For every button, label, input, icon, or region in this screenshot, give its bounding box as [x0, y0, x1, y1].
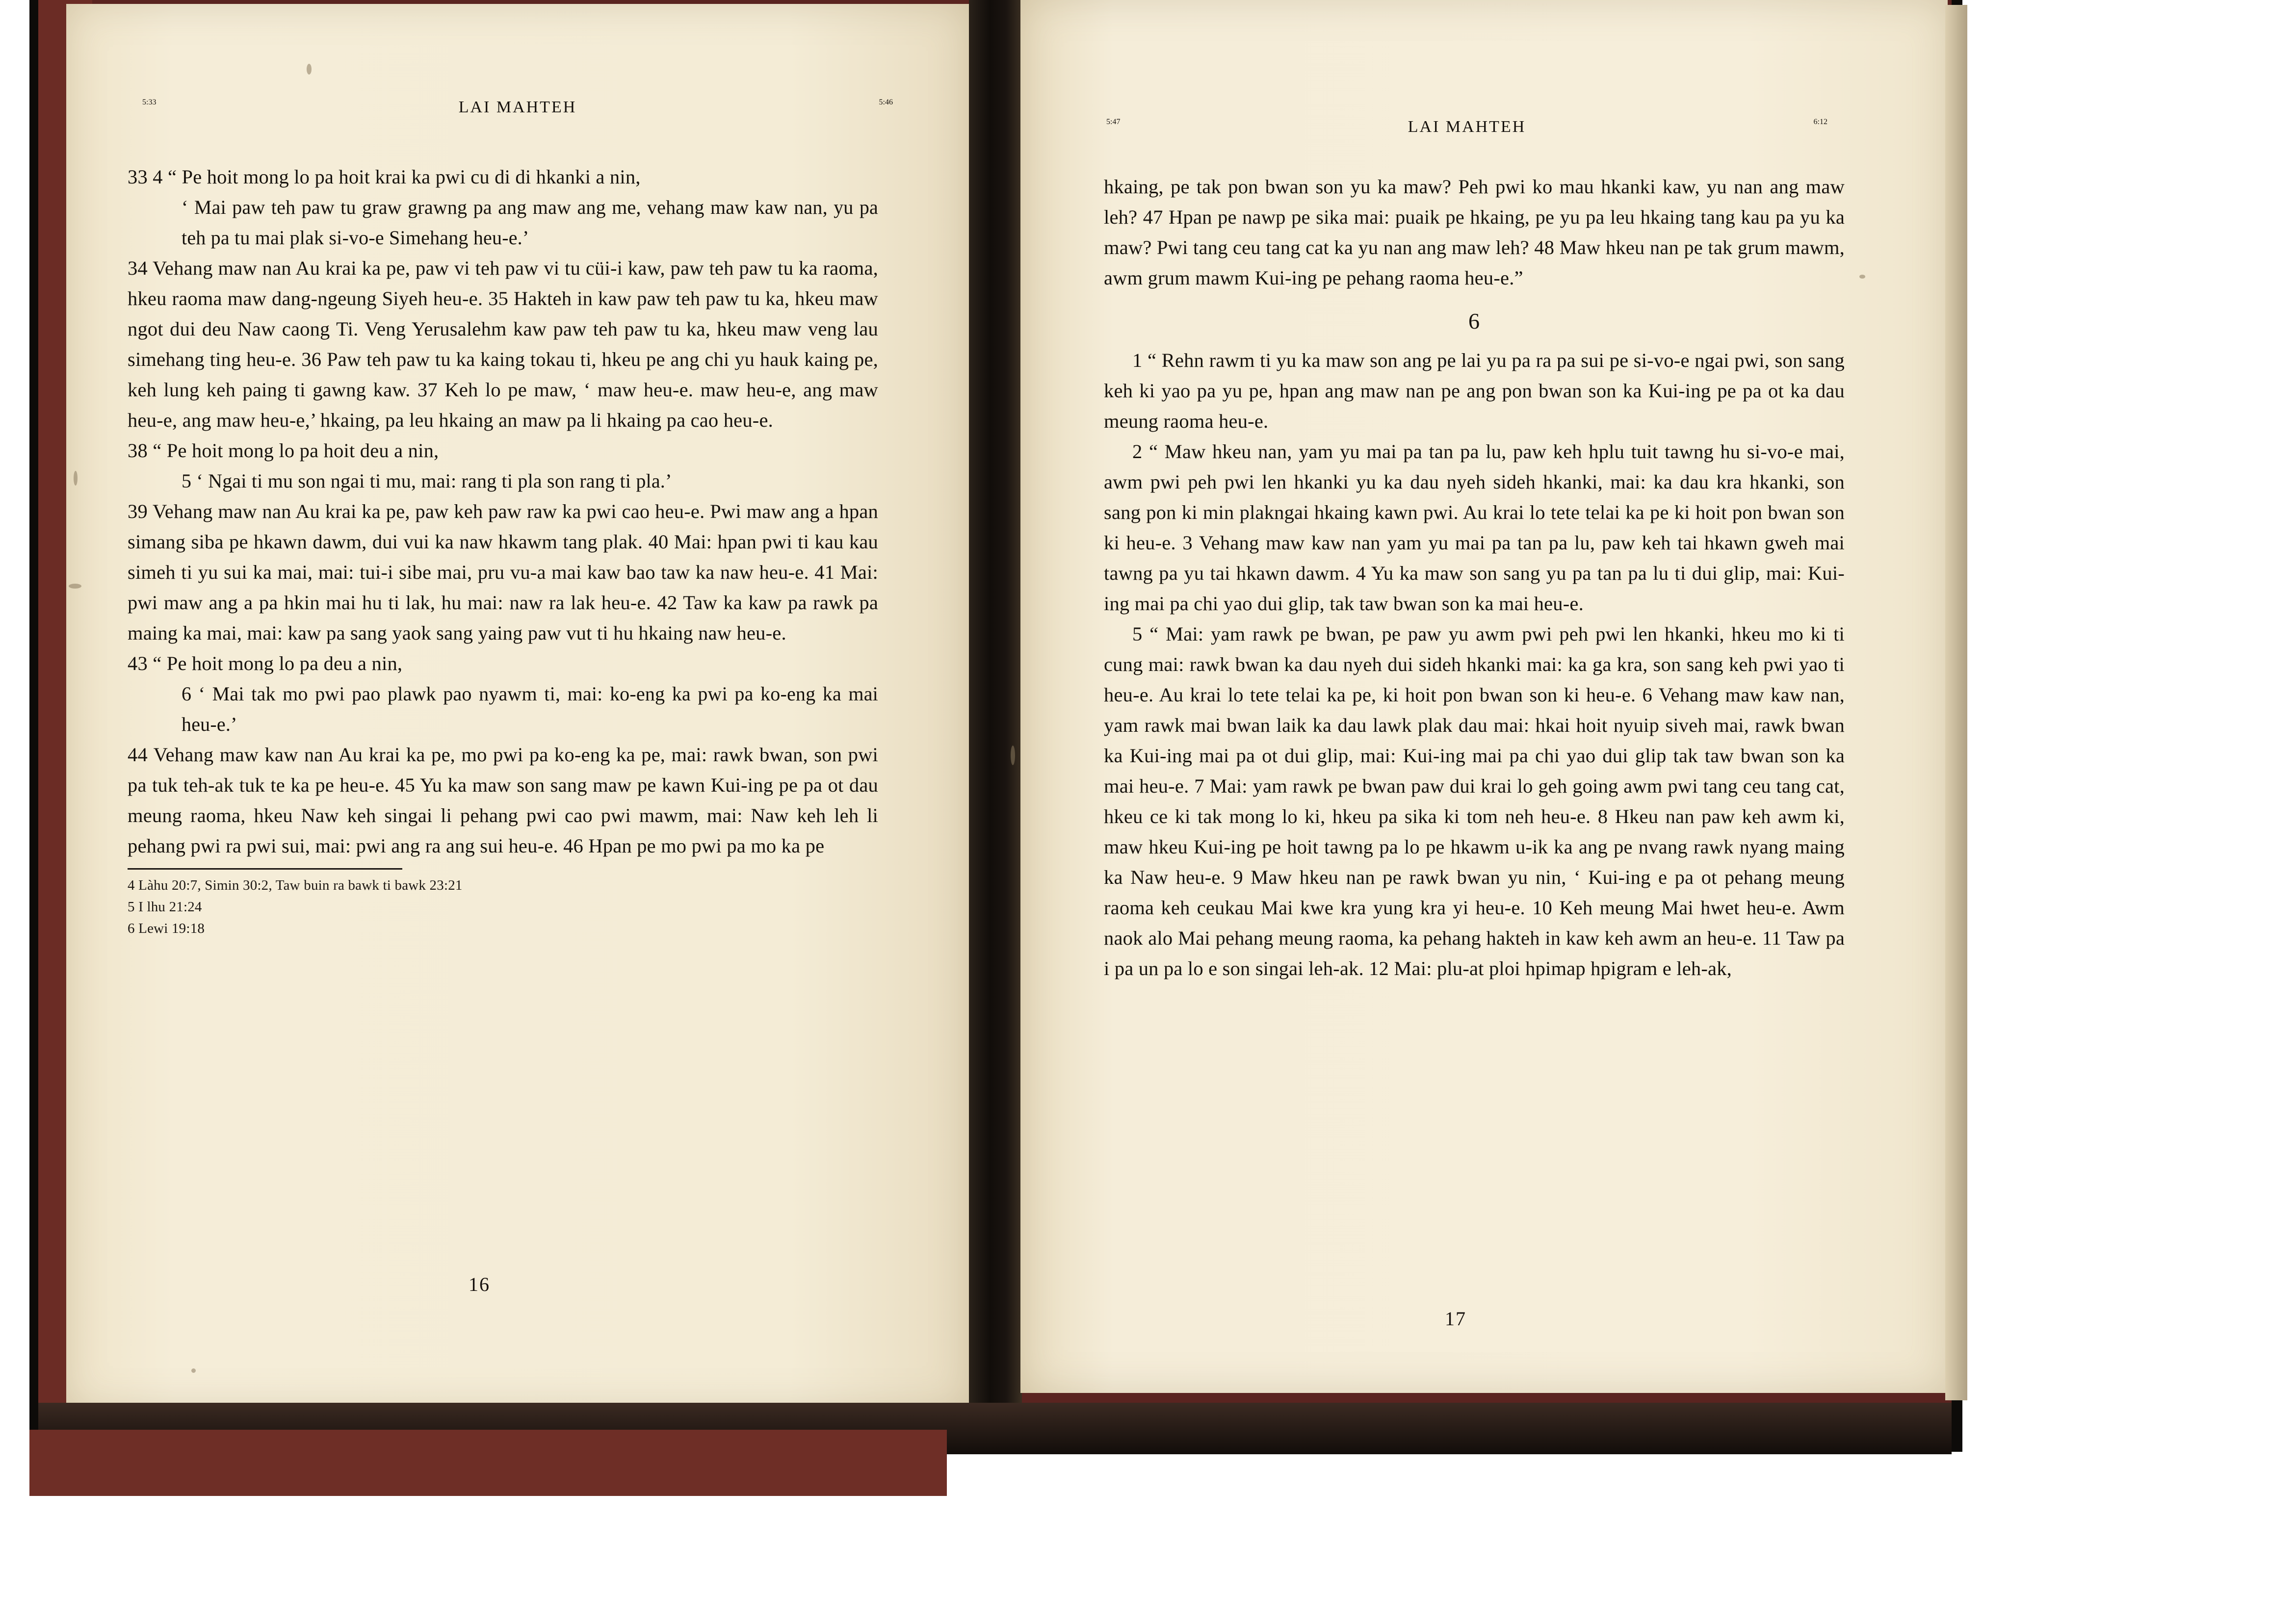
- scan-speck: [74, 471, 78, 486]
- scan-speck: [1011, 746, 1015, 765]
- footnote-6: 6 Lewi 19:18: [128, 921, 205, 936]
- left-page-folio: 16: [469, 1273, 490, 1295]
- scan-speck: [191, 1368, 196, 1373]
- book-gutter: [969, 0, 1022, 1417]
- verse-paragraph-6-5: 5 “ Mai: yam rawk pe bwan, pe paw yu awm pwi peh pwi len hkanki, hkeu mo ki ti cung mai: rawk bwan ka dau nyeh dui sideh hkanki mai: ka ga kra, son sang keh pwi yao ti heu-e. Au krai lo tete telai ka pe, ki hoit pon bwan son ki heu-e. 6 Vehang maw kaw nan, yam rawk mai bwan laik ka dau lawk plak dau mai: hkai hoit nyuip siveh mai, rawk bwan ka Kui-ing mai pa ot dui glip, mai: Kui-ing mai pa chi yao dui glip tak taw bwan son ka mai heu-e. 7 Mai: yam rawk pe bwan paw dui krai lo geh going awm pwi tang ceu tang cat, hkeu ce ki tak mong lo ki, hkeu pa sika ki tom neh heu-e. 8 Hkeu nan paw keh awm ki, maw hkeu Kui-ing pe hoit tawng pa lo pe hkawm u-ik ka ang pe nvang rawk nyang maing ka Naw heu-e. 9 Maw hkeu nan pe rawk bwan yu nin, ‘ Kui-ing e pa ot pehang meung raoma keh ceukau Mai kwe kra yung kra yi heu-e. 10 Keh meung Mai hwet heu-e. Awm naok alo Mai pehang meung raoma, ka pehang hakteh in kaw keh awm an heu-e. 11 Taw pa i pa un pa lo e son singai leh-ak. 12 Mai: plu-at ploi hpimap hpigram e leh-ak,: [1104, 623, 1845, 979]
- left-header-title: LAI MAHTEH: [458, 98, 577, 116]
- verse-paragraph-43: 43 “ Pe hoit mong lo pa deu a nin,: [128, 652, 403, 674]
- right-page-body: [1104, 172, 1845, 984]
- scan-speck: [307, 64, 312, 75]
- chapter-number: 6: [1468, 309, 1480, 334]
- footnote-rule: [128, 868, 402, 870]
- right-page-header: [1106, 118, 1827, 147]
- verse-paragraph-44: 44 Vehang maw kaw nan Au krai ka pe, mo pwi pa ko-eng ka pe, mai: rawk bwan, son pwi pa tuk teh-ak tuk te ka pe heu-e. 45 Yu ka maw son sang maw pe kawn Kui-ing pe pa ot dau meung raoma, hkeu Naw keh singai li pehang pwi cao pwi mawm, mai: Naw keh leh li pehang pwi ra pwi sui, mai: pwi ang ra ang sui heu-e. 46 Hpan pe mo pwi pa mo ka pe: [128, 744, 878, 857]
- verse-paragraph-33: 33 4 “ Pe hoit mong lo pa hoit krai ka pwi cu di di hkanki a nin,: [128, 166, 641, 188]
- footnote-4: 4 Làhu 20:7, Simin 30:2, Taw buin ra bawk ti bawk 23:21: [128, 877, 463, 893]
- left-header-ref-end: 5:46: [879, 98, 893, 106]
- quote-block-3: 6 ‘ Mai tak mo pwi pao plawk pao nyawm ti, mai: ko-eng ka pwi pa ko-eng ka mai heu-e.’: [182, 683, 878, 735]
- left-header-ref-start: 5:33: [142, 98, 157, 106]
- verse-paragraph-6-1: 1 “ Rehn rawm ti yu ka maw son ang pe lai yu pa ra pa sui pe si-vo-e ngai pwi, son sang keh ki yao pa yu pe, hpan ang maw nan pe ang pon bwan son ka Kui-ing pe pa ot ka dau meung raoma heu-e.: [1104, 349, 1845, 432]
- verse-paragraph-38: 38 “ Pe hoit mong lo pa hoit deu a nin,: [128, 439, 439, 462]
- verse-paragraph-34: 34 Vehang maw nan Au krai ka pe, paw vi teh paw vi tu cüi-i kaw, paw teh paw tu ka raoma, hkeu raoma maw dang-ngeung Siyeh heu-e. 35 Hakteh in kaw paw teh paw tu ka, hkeu maw ngot dui deu Naw caong Ti. Veng Yerusalehm kaw paw teh paw tu ka, hkeu maw veng lau simehang ting heu-e. 36 Paw teh paw tu ka kaing tokau ti, hkeu pe ang chi yu hauk kaing pe, keh lung keh paing ti gawng kaw. 37 Keh lo pe maw, ‘ maw heu-e. maw heu-e, ang maw heu-e, ang maw heu-e,’ hkaing, pa leu hkaing an maw pa li hkaing pa cao heu-e.: [128, 257, 878, 431]
- quote-block-2: 5 ‘ Ngai ti mu son ngai ti mu, mai: rang ti pla son rang ti pla.’: [182, 470, 672, 492]
- book-cover-bottom: [29, 1430, 947, 1496]
- left-page-body: [128, 162, 878, 939]
- footnote-5: 5 I lhu 21:24: [128, 899, 202, 915]
- scan-speck: [69, 584, 81, 589]
- left-page-header: [142, 98, 893, 128]
- verse-paragraph-carryover: hkaing, pe tak pon bwan son yu ka maw? Peh pwi ko mau hkanki kaw, yu nan ang maw leh? 47 Hpan pe nawp pe sika mai: puaik pe hkaing, pe yu pa leu hkaing tang kau pa yu ka maw? Pwi tang ceu tang cat ka yu nan ang maw leh? 48 Maw hkeu nan pe tak grum mawm, awm grum mawm Kui-ing pe pehang raoma heu-e.”: [1104, 176, 1845, 289]
- right-page-folio: 17: [1445, 1308, 1466, 1330]
- verse-paragraph-39: 39 Vehang maw nan Au krai ka pe, paw keh paw raw ka pwi cao heu-e. Pwi maw ang a hpan simang siba pe hkawn dawm, dui vui ka naw hkawm tang plak. 40 Mai: hpan pwi ti kau kau simeh ti yu sui ka mai, mai: tui-i sibe mai, pru vu-a mai kaw bao taw ka naw heu-e. 41 Mai: pwi maw ang a pa hkin mai hu ti lak, hu mai: naw ra lak heu-e. 42 Taw ka kaw pa rawk pa maing ka mai, mai: kaw pa sang yaok sang yaing paw vut ti hu hkaing naw heu-e.: [128, 500, 878, 644]
- left-page-footnotes: [128, 875, 878, 939]
- verse-paragraph-6-2: 2 “ Maw hkeu nan, yam yu mai pa tan pa lu, paw keh hplu tuit tawng hu si-vo-e mai, awm pwi peh pwi len hkanki yu ka dau nyeh sideh hkanki, mai: ka dau kra hkanki, son sang pon ki min plakngai hkaing kawn pwi. Au krai lo tete telai ka pe ki hoit pon bwan son ki heu-e. 3 Vehang maw kaw nan yam yu mai pa tan pa lu, paw keh tai hkawn gweh mai tawng pa yu tai hkawn dawm. 4 Yu ka maw son sang yu pa tan pa lu ti dui glip, mai: Kui-ing mai pa chi yao dui glip, tak taw bwan son ka mai heu-e.: [1104, 440, 1845, 615]
- right-header-ref-end: 6:12: [1813, 118, 1827, 126]
- right-header-title: LAI MAHTEH: [1408, 118, 1526, 136]
- page-fore-edge: [1945, 5, 1967, 1400]
- scan-speck: [1859, 275, 1865, 279]
- right-header-ref-start: 5:47: [1106, 118, 1121, 126]
- quote-block-1: ‘ Mai paw teh paw tu graw grawng pa ang maw ang me, vehang maw kaw nan, yu pa teh pa tu mai plak si-vo-e Simehang heu-e.’: [182, 196, 878, 249]
